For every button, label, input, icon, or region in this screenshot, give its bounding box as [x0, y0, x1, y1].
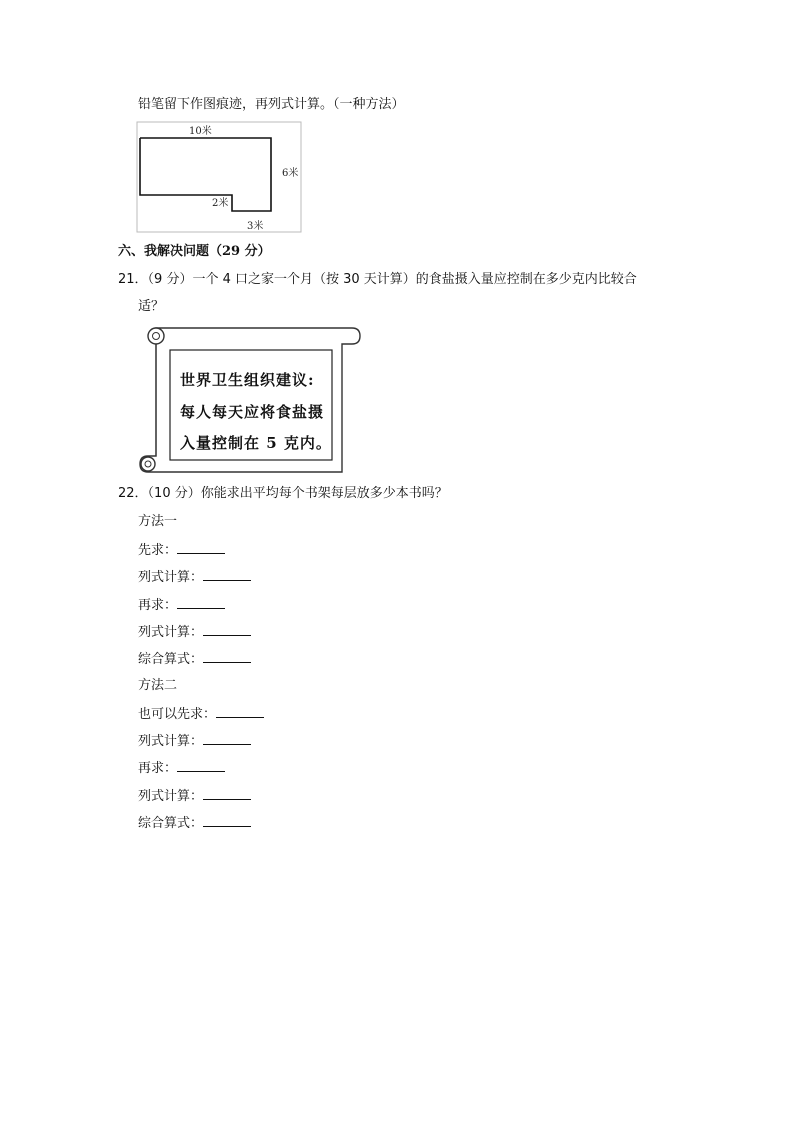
method2-first-blank[interactable]	[216, 705, 264, 718]
method2-calc1-blank[interactable]	[203, 732, 251, 745]
method1-combined-blank[interactable]	[203, 650, 251, 663]
intro-text: 铅笔留下作图痕迹，再列式计算。（一种方法）	[138, 97, 405, 112]
method2-then-row	[138, 759, 225, 778]
method2-calc2-label: 列式计算：	[138, 789, 204, 804]
method1-then-label: 再求：	[138, 598, 178, 613]
method2-combined-blank[interactable]	[203, 814, 251, 827]
method1-first-row	[138, 541, 225, 560]
section-heading: 六、我解决问题（29 分）	[118, 244, 271, 259]
recommendation-scroll	[138, 322, 362, 478]
method2-calc2-row	[138, 787, 251, 806]
method1-calc2-row	[138, 623, 251, 642]
notch-length-label: 2米	[212, 198, 229, 209]
method1-then-row	[138, 596, 225, 615]
bottom-length-label: 3米	[247, 221, 264, 232]
method2-then-blank[interactable]	[177, 759, 225, 772]
method2-calc1-label: 列式计算：	[138, 734, 204, 749]
method2-calc2-blank[interactable]	[203, 787, 251, 800]
method2-combined-row	[138, 814, 251, 833]
method1-calc1-label: 列式计算：	[138, 570, 204, 585]
method1-calc1-blank[interactable]	[203, 568, 251, 581]
method1-first-label: 先求：	[138, 543, 178, 558]
q21-text-line2: 适？	[138, 299, 165, 314]
method1-combined-row	[138, 650, 251, 669]
scroll-frame	[138, 322, 362, 478]
method1-combined-label: 综合算式：	[138, 652, 204, 667]
method1-then-blank[interactable]	[177, 596, 225, 609]
method2-combined-label: 综合算式：	[138, 816, 204, 831]
method1-calc2-label: 列式计算：	[138, 625, 204, 640]
method2-then-label: 再求：	[138, 761, 178, 776]
method2-heading: 方法二	[138, 678, 178, 693]
method2-first-row	[138, 705, 264, 724]
q21-text-line1: 21．（9 分）一个 4 口之家一个月（按 30 天计算）的食盐摄入量应控制在多少克内比较合	[118, 272, 637, 287]
top-length-label: 10米	[189, 126, 212, 137]
method1-calc1-row	[138, 568, 251, 587]
method1-calc2-blank[interactable]	[203, 623, 251, 636]
scroll-text-line3: 入量控制在 5 克内。	[180, 434, 332, 452]
scroll-text-line2: 每人每天应将食盐摄	[180, 403, 325, 421]
method1-first-blank[interactable]	[177, 541, 225, 554]
q22-title: 22．（10 分）你能求出平均每个书架每层放多少本书吗？	[118, 486, 448, 501]
scroll-text-line1: 世界卫生组织建议:	[180, 371, 315, 389]
method1-heading: 方法一	[138, 514, 178, 529]
composite-shape-figure	[136, 118, 308, 234]
method2-first-label: 也可以先求：	[138, 707, 217, 722]
right-length-label: 6米	[282, 168, 299, 179]
method2-calc1-row	[138, 732, 251, 751]
